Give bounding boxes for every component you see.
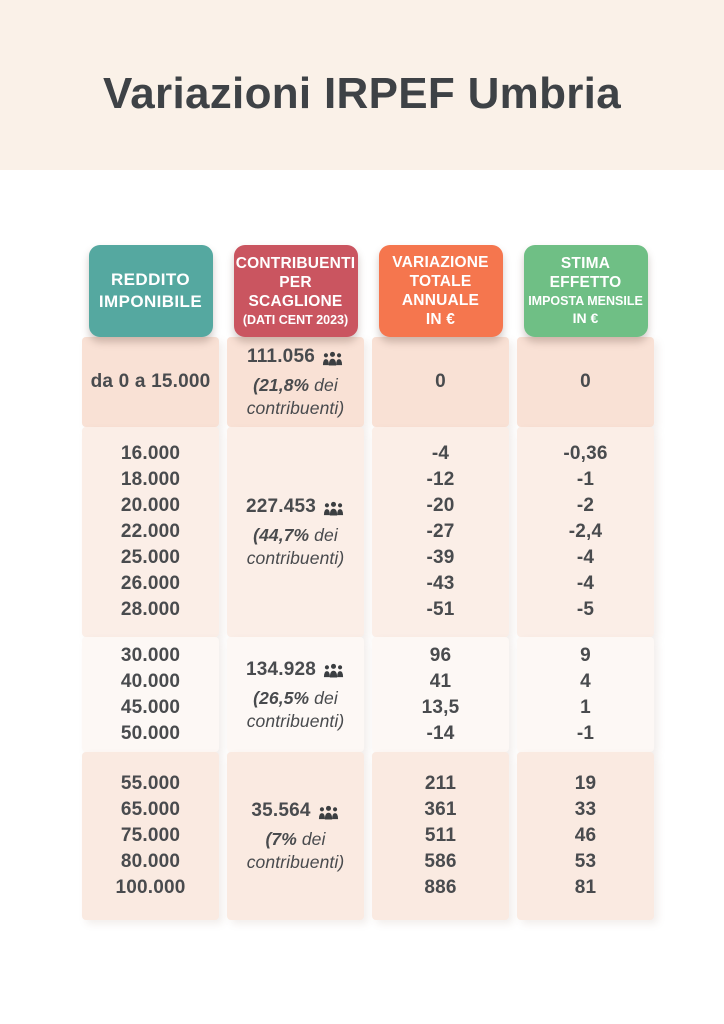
monthly-effect-cell <box>517 427 654 637</box>
header-line: CONTRIBUENTI <box>235 255 356 273</box>
share-line1: (26,5% dei <box>253 687 338 708</box>
income-value: 65.000 <box>120 799 181 820</box>
annual-variation-value: 0 <box>435 371 446 392</box>
monthly-effect-value: 4 <box>580 670 591 692</box>
header-line: STIMA <box>560 255 611 273</box>
header-stima-mensile <box>517 245 654 337</box>
income-value: 100.000 <box>115 877 186 898</box>
income-value: 45.000 <box>120 696 181 718</box>
annual-variation-value: 211 <box>424 773 457 794</box>
income-value: 40.000 <box>120 670 181 692</box>
taxpayers-count: 35.564 <box>251 800 311 821</box>
header-line: REDDITO <box>111 269 190 289</box>
monthly-effect-cell <box>517 752 654 920</box>
taxpayers-count-line <box>247 344 344 370</box>
annual-variation-value: -39 <box>426 547 455 568</box>
annual-variation-value: -27 <box>426 521 455 542</box>
header-pill-contribuenti <box>234 245 358 337</box>
taxpayers-count: 227.453 <box>245 496 317 517</box>
monthly-effect-value: 33 <box>574 799 597 820</box>
monthly-effect-value: -1 <box>576 722 595 744</box>
monthly-effect-value: -1 <box>576 469 595 490</box>
taxpayers-share <box>247 828 345 874</box>
header-contribuenti <box>227 245 364 337</box>
share-line2: contribuenti) <box>246 398 345 418</box>
monthly-effect-value: 81 <box>574 877 597 898</box>
header-line: VARIAZIONE <box>392 253 489 271</box>
monthly-effect-value: 9 <box>580 644 591 666</box>
income-value: 20.000 <box>120 495 181 516</box>
taxpayers-count: 111.056 <box>247 346 315 367</box>
monthly-effect-value: 19 <box>574 773 597 794</box>
income-cell <box>82 427 219 637</box>
income-value: da 0 a 15.000 <box>90 371 211 392</box>
share-line1: (7% dei <box>265 829 326 849</box>
annual-variation-cell <box>372 637 509 752</box>
share-line2: contribuenti) <box>246 548 345 568</box>
people-icon <box>321 351 344 366</box>
taxpayers-count-line <box>251 798 339 824</box>
monthly-effect-value: -5 <box>576 599 595 620</box>
taxpayers-count: 134.928 <box>245 658 317 680</box>
monthly-effect-value: -4 <box>576 547 595 568</box>
income-cell <box>82 752 219 920</box>
income-value: 28.000 <box>120 599 181 620</box>
taxpayers-cell <box>227 752 364 920</box>
monthly-effect-value: -4 <box>576 573 595 594</box>
header-line: ANNUALE <box>401 292 480 309</box>
annual-variation-value: 96 <box>429 644 452 666</box>
annual-variation-value: 41 <box>429 670 452 692</box>
header-line: IMPONIBILE <box>98 292 203 311</box>
share-line1: (21,8% dei <box>253 375 338 395</box>
taxpayers-count-line <box>246 657 345 683</box>
monthly-effect-cell <box>517 337 654 427</box>
header-reddito-imponibile <box>82 245 219 337</box>
share-line2: contribuenti) <box>246 710 345 731</box>
income-value: 55.000 <box>120 773 181 794</box>
income-value: 75.000 <box>120 825 181 846</box>
annual-variation-value: -4 <box>431 443 450 464</box>
share-line1: (44,7% dei <box>253 525 338 545</box>
annual-variation-value: 586 <box>424 851 457 872</box>
title-banner <box>0 0 724 170</box>
header-line: TOTALE <box>409 272 472 290</box>
people-icon <box>322 501 345 516</box>
irpef-table <box>82 245 654 920</box>
annual-variation-value: 13,5 <box>421 696 460 718</box>
taxpayers-share <box>247 687 345 733</box>
header-pill-reddito <box>89 245 213 337</box>
header-pill-variazione <box>379 245 503 337</box>
annual-variation-value: 511 <box>424 825 457 846</box>
taxpayers-share <box>247 524 345 570</box>
header-line: EFFETTO <box>549 274 622 292</box>
income-value: 18.000 <box>120 469 181 490</box>
monthly-effect-value: -2,4 <box>568 521 603 542</box>
header-pill-stima <box>524 245 648 337</box>
share-line2: contribuenti) <box>246 852 345 872</box>
annual-variation-value: -14 <box>426 722 455 744</box>
income-value: 25.000 <box>120 547 181 568</box>
income-cell <box>82 637 219 752</box>
people-icon <box>322 663 345 678</box>
annual-variation-value: -20 <box>426 495 455 516</box>
header-line: PER SCAGLIONE <box>248 274 343 311</box>
header-variazione-annuale <box>372 245 509 337</box>
taxpayers-share <box>247 374 345 420</box>
annual-variation-cell <box>372 427 509 637</box>
income-value: 50.000 <box>120 722 181 744</box>
taxpayers-cell <box>227 337 364 427</box>
income-value: 22.000 <box>120 521 181 542</box>
annual-variation-value: 361 <box>424 799 457 820</box>
income-cell <box>82 337 219 427</box>
header-line: IN € <box>572 309 599 326</box>
header-line: IN € <box>425 311 456 329</box>
monthly-effect-value: 1 <box>580 696 591 718</box>
monthly-effect-cell <box>517 637 654 752</box>
income-value: 30.000 <box>120 644 181 666</box>
annual-variation-value: 886 <box>424 877 457 898</box>
page-title: Variazioni IRPEF Umbria <box>103 69 621 118</box>
annual-variation-value: -51 <box>426 599 455 620</box>
annual-variation-value: -43 <box>426 573 455 594</box>
income-value: 16.000 <box>120 443 181 464</box>
monthly-effect-value: 0 <box>580 371 591 392</box>
people-icon <box>317 805 340 820</box>
monthly-effect-value: -2 <box>576 495 595 516</box>
income-value: 80.000 <box>120 851 181 872</box>
monthly-effect-value: -0,36 <box>563 443 608 464</box>
annual-variation-cell <box>372 337 509 427</box>
taxpayers-count-line <box>246 494 345 520</box>
taxpayers-cell <box>227 637 364 752</box>
monthly-effect-value: 53 <box>574 851 597 872</box>
header-subline: IMPOSTA MENSILE <box>528 293 643 308</box>
taxpayers-cell <box>227 427 364 637</box>
annual-variation-value: -12 <box>426 469 455 490</box>
annual-variation-cell <box>372 752 509 920</box>
income-value: 26.000 <box>120 573 181 594</box>
monthly-effect-value: 46 <box>574 825 597 846</box>
header-subline: (DATI CENT 2023) <box>242 312 349 327</box>
